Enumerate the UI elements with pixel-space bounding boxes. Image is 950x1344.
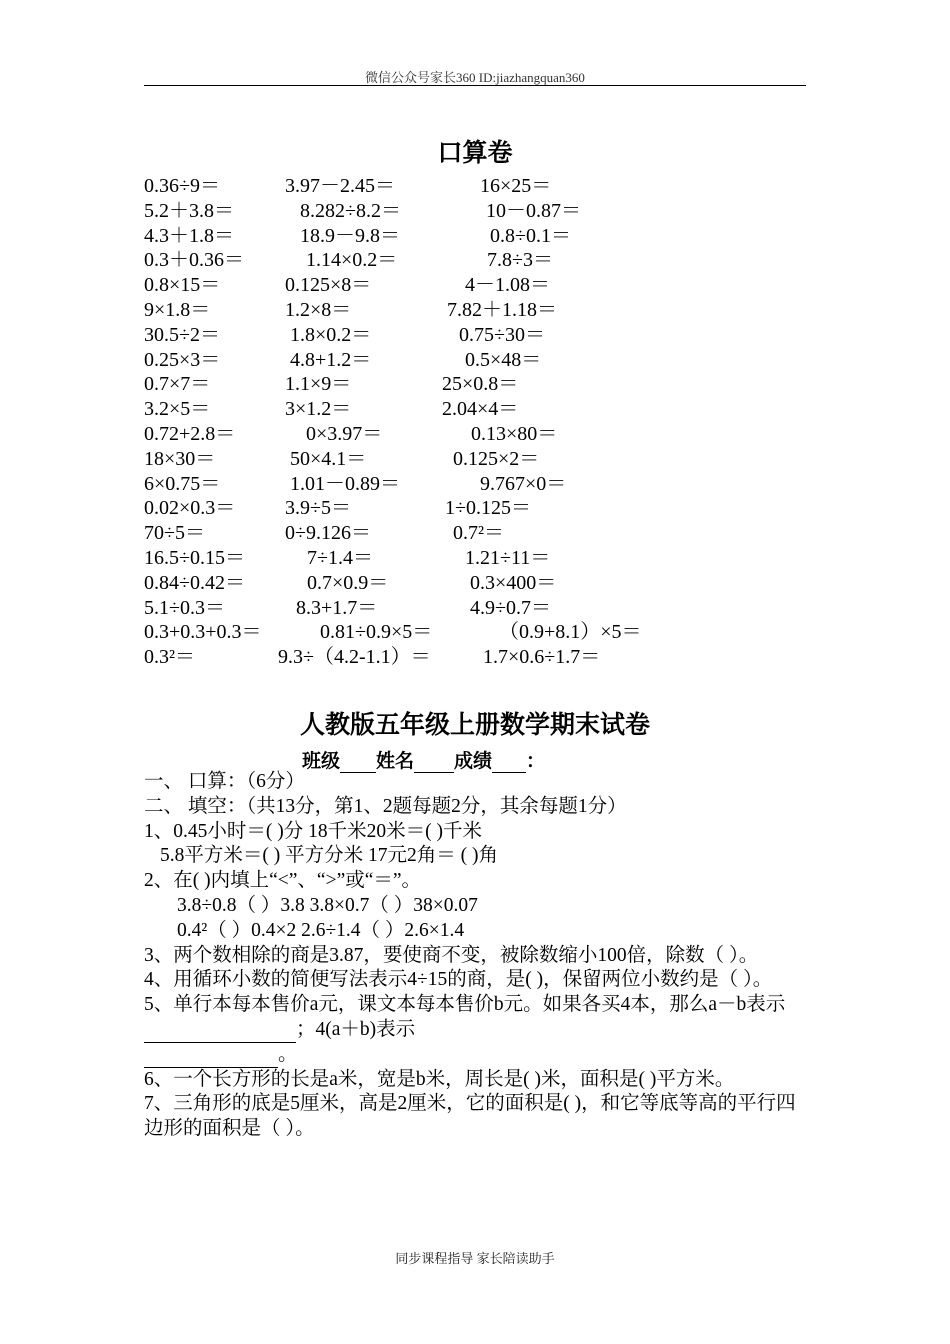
- oral-problem: 0.7×7＝: [144, 373, 211, 396]
- oral-problem: 3.9÷5＝: [285, 497, 351, 520]
- student-info: [302, 746, 545, 773]
- oral-problem: 1.14×0.2＝: [306, 249, 398, 272]
- question-1-line1: 1、0.45小时＝( )分 18千米20米＝( )千米: [144, 820, 482, 842]
- oral-problem: 30.5÷2＝: [144, 323, 220, 346]
- oral-problem: （0.9+8.1）×5＝: [499, 621, 642, 644]
- oral-row: [144, 199, 806, 224]
- question-7: 7、三角形的底是5厘米，高是2厘米，它的面积是( )，和它等底等高的平行四边形的面积是（ ）。: [144, 1093, 796, 1140]
- section-1: 一、 口算：（6分）: [144, 771, 305, 792]
- answer-line-1[interactable]: [144, 1022, 296, 1043]
- oral-row: [144, 248, 806, 273]
- oral-problem: 16.5÷0.15＝: [144, 546, 245, 569]
- oral-row: [144, 323, 806, 348]
- oral-problem: 7÷1.4＝: [307, 546, 373, 569]
- oral-problem: 0.7²＝: [453, 522, 504, 545]
- oral-problem: 0÷9.126＝: [285, 522, 371, 545]
- oral-problem: 4.9÷0.7＝: [470, 596, 551, 619]
- oral-row: [144, 348, 806, 373]
- oral-problem: 70÷5＝: [144, 522, 205, 545]
- oral-problem: 1÷0.125＝: [445, 497, 531, 520]
- oral-problem: 1.7×0.6÷1.7＝: [483, 646, 601, 669]
- oral-problem: 0.81÷0.9×5＝: [320, 621, 433, 644]
- oral-problem: 0×3.97＝: [306, 422, 383, 445]
- oral-problem: 0.3+0.3+0.3＝: [144, 621, 262, 644]
- oral-problem: 10－0.87＝: [486, 199, 581, 222]
- question-2-line2: 3.8÷0.8（ ）3.8 3.8×0.7（ ）38×0.07: [177, 894, 478, 916]
- end-mark: ：: [526, 751, 546, 772]
- oral-problem: 0.125×8＝: [285, 274, 372, 297]
- oral-problem: 5.2＋3.8＝: [144, 199, 234, 222]
- oral-problem: 16×25＝: [480, 175, 552, 197]
- page-footer: 同步课程指导 家长陪读助手: [395, 1251, 555, 1266]
- oral-problem: 0.3²＝: [144, 646, 195, 669]
- oral-row: [144, 596, 806, 621]
- oral-row: [144, 496, 806, 521]
- oral-problem: 3.97－2.45＝: [285, 175, 395, 197]
- oral-row: [144, 521, 806, 546]
- oral-problem: 18.9－9.8＝: [300, 224, 400, 247]
- oral-row: [144, 447, 806, 472]
- oral-problem: 0.13×80＝: [471, 422, 558, 445]
- class-label: 班级: [302, 751, 341, 772]
- oral-problem: 0.84÷0.42＝: [144, 571, 245, 594]
- oral-row: [144, 397, 806, 422]
- oral-problem: 0.8÷0.1＝: [490, 224, 571, 247]
- oral-problem: 4.3＋1.8＝: [144, 224, 234, 247]
- oral-title: 口算卷: [437, 140, 513, 167]
- oral-problem: 0.75÷30＝: [459, 323, 545, 346]
- oral-row: [144, 372, 806, 397]
- section-2: 二、 填空：（共13分，第1、2题每题2分，其余每题1分）: [144, 795, 627, 817]
- oral-problem: 0.72+2.8＝: [144, 422, 236, 445]
- question-4: 4、用循环小数的简便写法表示4÷15的商，是( )，保留两位小数约是（ ）。: [144, 969, 773, 991]
- exam-title: 人教版五年级上册数学期末试卷: [299, 712, 650, 739]
- question-1-line2: 5.8平方米＝( ) 平方分米 17元2角＝ ( )角: [160, 845, 498, 867]
- oral-problem: 3.2×5＝: [144, 398, 211, 421]
- oral-problem: 0.02×0.3＝: [144, 497, 236, 520]
- oral-row: [144, 298, 806, 323]
- oral-problem: 4.8+1.2＝: [290, 348, 372, 371]
- oral-row: [144, 472, 806, 497]
- oral-problem: 0.3×400＝: [470, 571, 557, 594]
- question-5-text-a: 5、单行本每本售价a元，课文本每本售价b元。如果各买4本，那么a－b表示: [144, 994, 786, 1016]
- oral-problem: 9.767×0＝: [480, 472, 567, 495]
- oral-problem: 0.125×2＝: [453, 447, 540, 470]
- oral-problem: 8.282÷8.2＝: [300, 199, 401, 222]
- oral-row: [144, 422, 806, 447]
- oral-row: [144, 571, 806, 596]
- oral-problem: 0.36÷9＝: [144, 175, 220, 197]
- question-5: [144, 993, 808, 1067]
- oral-problem: 8.3+1.7＝: [296, 596, 378, 619]
- oral-row: [144, 620, 806, 645]
- oral-problem: 1.8×0.2＝: [290, 323, 372, 346]
- oral-problem: 7.8÷3＝: [487, 249, 553, 272]
- oral-problem: 0.25×3＝: [144, 348, 221, 371]
- oral-row: [144, 546, 806, 571]
- oral-problem: 5.1÷0.3＝: [144, 596, 225, 619]
- header-rule: [144, 85, 806, 86]
- exam-body: [144, 770, 808, 1142]
- question-2-line1: 2、在( )内填上“<”、“>”或“＝”。: [144, 870, 422, 892]
- name-label: 姓名: [376, 751, 415, 772]
- oral-row: [144, 174, 806, 199]
- oral-problem: 50×4.1＝: [290, 447, 367, 470]
- page-header: 微信公众号家长360 ID:jiazhangquan360: [365, 70, 585, 85]
- oral-problem: 1.21÷11＝: [465, 546, 551, 569]
- oral-row: [144, 273, 806, 298]
- oral-problem: 25×0.8＝: [442, 373, 519, 396]
- oral-problem: 0.8×15＝: [144, 274, 221, 297]
- oral-row: [144, 224, 806, 249]
- oral-problem: 9×1.8＝: [144, 298, 211, 321]
- oral-problem: 1.01－0.89＝: [290, 472, 400, 495]
- oral-problem: 18×30＝: [144, 447, 216, 470]
- answer-line-2[interactable]: [144, 1047, 278, 1068]
- question-2-line3: 0.4²（ ）0.4×2 2.6÷1.4（ ）2.6×1.4: [177, 919, 465, 941]
- oral-problem: 7.82＋1.18＝: [447, 298, 557, 321]
- oral-problem: 1.1×9＝: [285, 373, 352, 396]
- oral-problem: 0.3＋0.36＝: [144, 249, 244, 272]
- oral-problem: 9.3÷（4.2-1.1）＝: [278, 646, 431, 669]
- oral-problem: 1.2×8＝: [285, 298, 352, 321]
- question-5-text-b: ；4(a＋b)表示: [296, 1018, 416, 1040]
- oral-problem: 2.04×4＝: [442, 398, 519, 421]
- oral-problem: 6×0.75＝: [144, 472, 221, 495]
- oral-calc-grid: [144, 174, 806, 670]
- oral-problem: 3×1.2＝: [285, 398, 352, 421]
- oral-problem: 0.7×0.9＝: [307, 571, 389, 594]
- oral-problem: 4－1.08＝: [465, 274, 550, 297]
- question-5-text-c: 。: [278, 1043, 298, 1065]
- question-3: 3、两个数相除的商是3.87，要使商不变，被除数缩小100倍，除数（ ）。: [144, 944, 759, 966]
- question-6: 6、一个长方形的长是a米，宽是b米，周长是( )米，面积是( )平方米。: [144, 1068, 735, 1090]
- oral-row: [144, 645, 806, 670]
- oral-problem: 0.5×48＝: [465, 348, 542, 371]
- score-label: 成绩: [454, 751, 493, 772]
